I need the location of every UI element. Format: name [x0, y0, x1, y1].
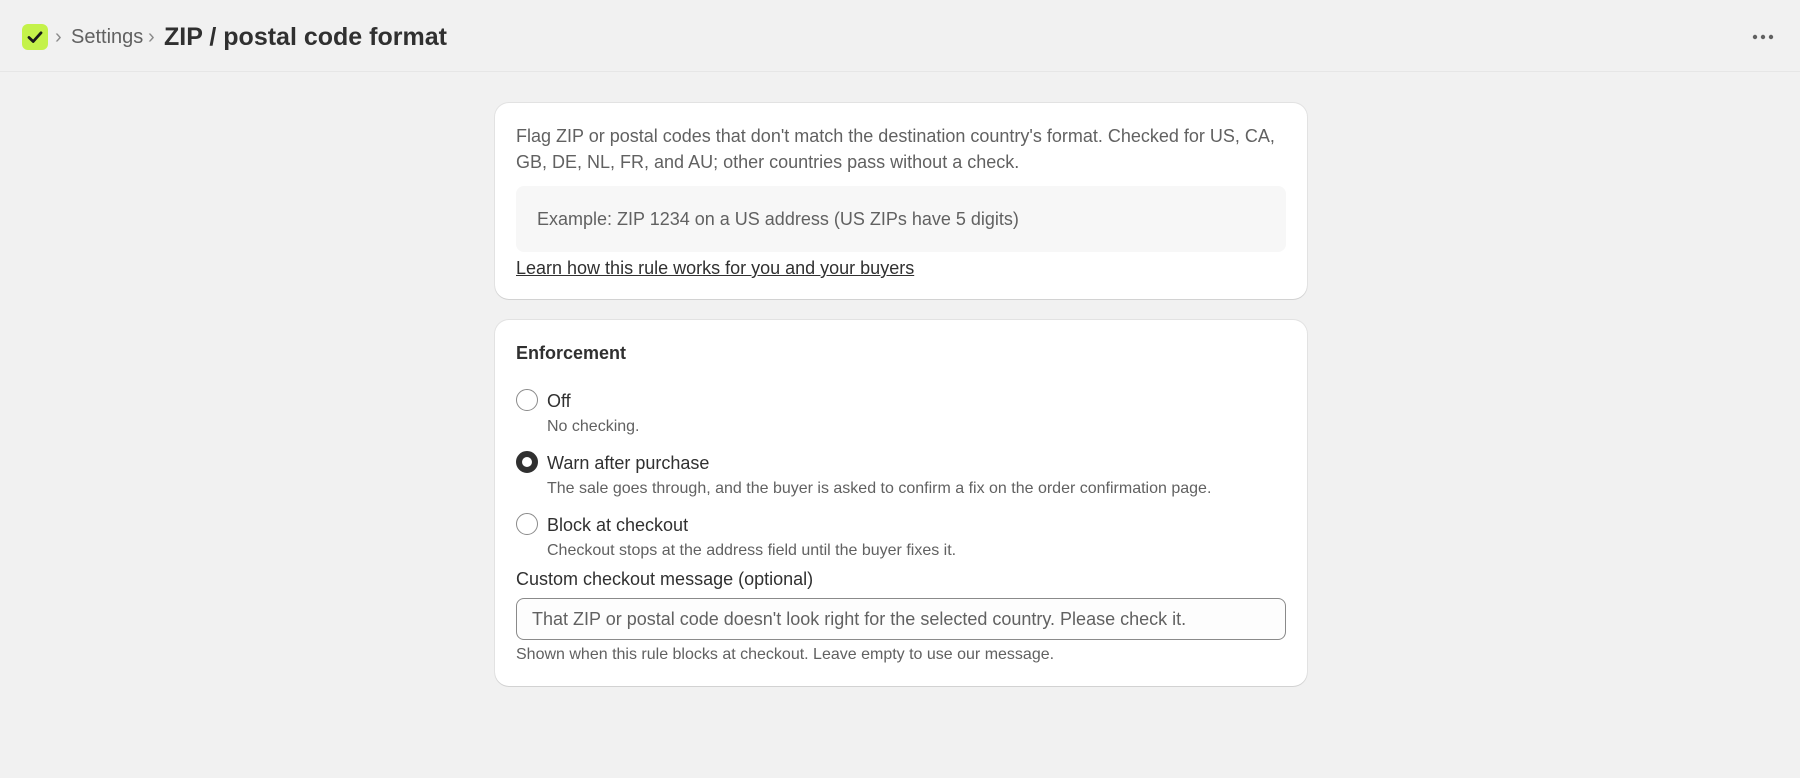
custom-message-help: Shown when this rule blocks at checkout. Leave empty to use our message. — [516, 646, 1055, 663]
radio-block-at-checkout[interactable] — [516, 513, 538, 535]
custom-message-input[interactable] — [516, 598, 1286, 640]
enforcement-card — [495, 320, 1307, 686]
check-icon — [26, 28, 44, 46]
top-bar — [0, 0, 1800, 72]
radio-warn-after-purchase[interactable] — [516, 451, 538, 473]
breadcrumb-separator: › — [148, 26, 155, 48]
radio-off[interactable] — [516, 389, 538, 411]
radio-block-label[interactable]: Block at checkout — [547, 515, 689, 535]
ellipsis-icon — [1752, 34, 1774, 40]
radio-off-label[interactable]: Off — [547, 391, 571, 411]
rule-description-card — [495, 103, 1307, 299]
enforcement-title: Enforcement — [516, 343, 627, 363]
app-icon[interactable] — [22, 24, 48, 50]
more-actions-button[interactable] — [1746, 24, 1780, 50]
radio-warn-label[interactable]: Warn after purchase — [547, 453, 710, 473]
breadcrumb-separator: › — [55, 26, 62, 48]
rule-description: Flag ZIP or postal codes that don't match the destination country's format. Checked for US, CA, GB, DE, NL, FR, and AU; other countries pass without a check. — [516, 126, 1275, 172]
radio-warn-help: The sale goes through, and the buyer is asked to confirm a fix on the order confirmation page. — [547, 480, 1212, 497]
radio-off-help: No checking. — [547, 418, 640, 435]
page-title: ZIP / postal code format — [164, 23, 447, 51]
radio-block-help: Checkout stops at the address field until the buyer fixes it. — [547, 542, 957, 559]
breadcrumb-settings-link[interactable]: Settings — [71, 26, 144, 48]
learn-more-link[interactable]: Learn how this rule works for you and your buyers — [516, 258, 915, 278]
custom-message-label: Custom checkout message (optional) — [516, 569, 814, 589]
example-box: Example: ZIP 1234 on a US address (US ZIPs have 5 digits) — [516, 186, 1286, 252]
